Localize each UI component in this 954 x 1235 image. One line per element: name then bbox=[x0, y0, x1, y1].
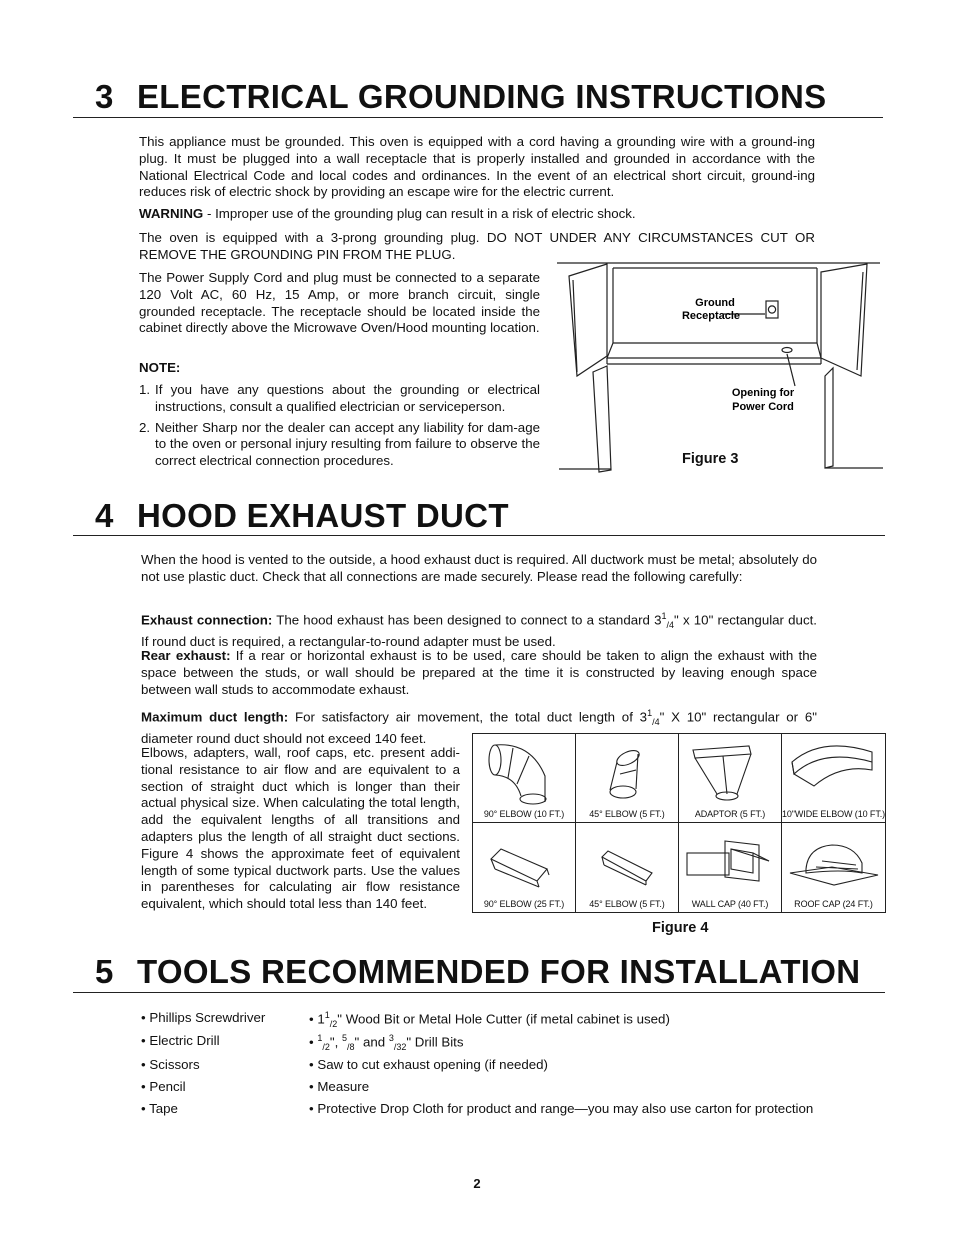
duct-part-label: 10"WIDE ELBOW (10 FT.) bbox=[782, 809, 886, 819]
duct-part-cell bbox=[782, 823, 885, 912]
tool-item: • Protective Drop Cloth for product and range—you may also use carton for protection bbox=[309, 1101, 814, 1116]
tool-item: • Pencil bbox=[141, 1079, 186, 1094]
tool-item: • Measure bbox=[309, 1079, 370, 1094]
figure-3-label-opening: Opening for bbox=[731, 387, 795, 399]
tool-item: • Scissors bbox=[141, 1057, 200, 1072]
section-4-number: 4 bbox=[95, 497, 114, 534]
duct-part-label: 90° ELBOW (25 FT.) bbox=[483, 899, 565, 909]
tool-item: • $1^1_{/2}$" Wood Bit or Metal Hole Cutter (if metal cabinet is used) bbox=[309, 1010, 670, 1030]
duct-part-cell bbox=[576, 823, 679, 912]
duct-part-cell bbox=[679, 823, 782, 912]
section-5-heading bbox=[95, 953, 860, 991]
duct-part-label: 45° ELBOW (5 FT.) bbox=[589, 899, 665, 909]
tool-item: • Electric Drill bbox=[141, 1033, 220, 1048]
section-3-heading bbox=[95, 78, 826, 116]
elbow-90-flat-icon bbox=[473, 823, 575, 898]
tool-item: • Saw to cut exhaust opening (if needed) bbox=[309, 1057, 548, 1072]
figure-3-cabinet-illustration bbox=[555, 258, 885, 473]
section-4-heading bbox=[95, 497, 509, 535]
duct-part-label: 90° ELBOW (10 FT.) bbox=[483, 809, 565, 819]
duct-part-label: WALL CAP (40 FT.) bbox=[691, 899, 769, 909]
tools-list bbox=[141, 1010, 881, 1120]
note-list bbox=[139, 382, 540, 474]
warning-text: - Improper use of the grounding plug can result in a risk of electric shock. bbox=[203, 206, 636, 221]
tool-item: • Tape bbox=[141, 1101, 178, 1116]
figure-4-caption: Figure 4 bbox=[652, 920, 709, 936]
exhaust-connection-paragraph: Exhaust connection: The hood exhaust has been designed to connect to a standard $3^1_{/4}$" x 10" rectangular duct. If round duct is required, a rectangular-to-round adapter must be used. bbox=[141, 611, 817, 649]
warning-paragraph bbox=[139, 206, 815, 223]
duct-part-cell bbox=[576, 734, 679, 823]
tool-item: • Phillips Screwdriver bbox=[141, 1010, 266, 1025]
roof-cap-icon bbox=[782, 823, 884, 898]
figure-3-label-power-cord: Power Cord bbox=[732, 401, 794, 413]
tool-item: • $^1_{/2}$", $^5_{/8}$" and $^3_{/32}$" Drill Bits bbox=[309, 1033, 464, 1053]
warning-label: WARNING bbox=[139, 206, 204, 221]
note-item: 1. If you have any questions about the grounding or electrical instructions, consult a qualified electrician or serviceperson. bbox=[139, 382, 540, 414]
section-4-rule bbox=[73, 535, 885, 536]
section-5-rule bbox=[73, 992, 885, 993]
duct-part-cell bbox=[473, 734, 576, 823]
duct-part-cell bbox=[679, 734, 782, 823]
elbow-45-icon bbox=[576, 734, 678, 809]
section-5-title: TOOLS RECOMMENDED FOR INSTALLATION bbox=[137, 953, 861, 990]
section-5-number: 5 bbox=[95, 953, 114, 990]
max-duct-length-paragraph: Maximum duct length: For satisfactory air movement, the total duct length of $3^1_{/4}$" X 10" rectangular or 6" diameter round duct should not exceed 140 feet. bbox=[141, 708, 817, 746]
figure-3-caption: Figure 3 bbox=[682, 451, 739, 467]
power-supply-paragraph: The Power Supply Cord and plug must be connected to a separate 120 Volt AC, 60 Hz, 15 Amp, or more branch circuit, single grounded receptacle. The receptacle should be located inside the cabinet directly above the Microwave Oven/Hood mounting location. bbox=[139, 270, 540, 336]
section-3-rule bbox=[73, 117, 883, 118]
figure-3-label-ground: Ground bbox=[695, 297, 735, 309]
grounding-intro-paragraph: This appliance must be grounded. This oven is equipped with a cord having a grounding wire with a ground-ing plug. It must be plugged into a wall receptacle that is properly installed and grounded in accordance with the National Electrical Code and local codes and ordinances. In the event of an electrical short circuit, ground-ing reduces risk of electric shock by providing an escape wire for the electric current. bbox=[139, 134, 815, 200]
duct-part-cell bbox=[473, 823, 576, 912]
section-4-title: HOOD EXHAUST DUCT bbox=[137, 497, 509, 534]
page-number: 2 bbox=[473, 1176, 481, 1191]
duct-part-label: ROOF CAP (24 FT.) bbox=[794, 899, 873, 909]
section-3-number: 3 bbox=[95, 78, 114, 115]
equivalent-length-paragraph: Elbows, adapters, wall, roof caps, etc. present addi-tional resistance to air flow and are equivalent to a section of straight duct which is longer than their actual physical size. When calculating the total length, add the equivalent lengths of all transitions and adapters plus the length of all straight duct sections. Figure 4 shows the approximate feet of equivalent length of some typical ductwork parts. Use the values in parentheses for calculating air flow resistance equivalent, which should total less than 140 feet. bbox=[141, 745, 460, 912]
duct-part-cell bbox=[782, 734, 885, 823]
note-item: 2. Neither Sharp nor the dealer can accept any liability for dam-age to the oven or personal injury resulting from failure to observe the correct electrical connection procedures. bbox=[139, 419, 540, 469]
duct-part-label: 45° ELBOW (5 FT.) bbox=[589, 809, 665, 819]
adaptor-icon bbox=[679, 734, 781, 809]
duct-part-label: ADAPTOR (5 FT.) bbox=[694, 809, 766, 819]
elbow-45-flat-icon bbox=[576, 823, 678, 898]
three-prong-paragraph: The oven is equipped with a 3-prong grounding plug. DO NOT UNDER ANY CIRCUMSTANCES CUT OR REMOVE THE GROUNDING PIN FROM THE PLUG. bbox=[139, 230, 815, 262]
wide-elbow-icon bbox=[782, 734, 884, 809]
wall-cap-icon bbox=[679, 823, 781, 898]
figure-3-label-receptacle: Receptacle bbox=[681, 310, 741, 322]
note-label: NOTE: bbox=[139, 360, 181, 375]
figure-4-ductwork-grid bbox=[472, 733, 886, 913]
elbow-90-icon bbox=[473, 734, 575, 809]
section-3-title: ELECTRICAL GROUNDING INSTRUCTIONS bbox=[137, 78, 827, 115]
rear-exhaust-paragraph: Rear exhaust: If a rear or horizontal exhaust is to be used, care should be taken to align the exhaust with the space between the studs, or wall should be prepared at the time it is constructed by leaving enough space between wall studs to accommodate exhaust. bbox=[141, 648, 817, 697]
duct-intro-paragraph: When the hood is vented to the outside, a hood exhaust duct is required. All ductwork must be metal; absolutely do not use plastic duct. Check that all connections are made securely. Please read the following carefully: bbox=[141, 552, 817, 584]
